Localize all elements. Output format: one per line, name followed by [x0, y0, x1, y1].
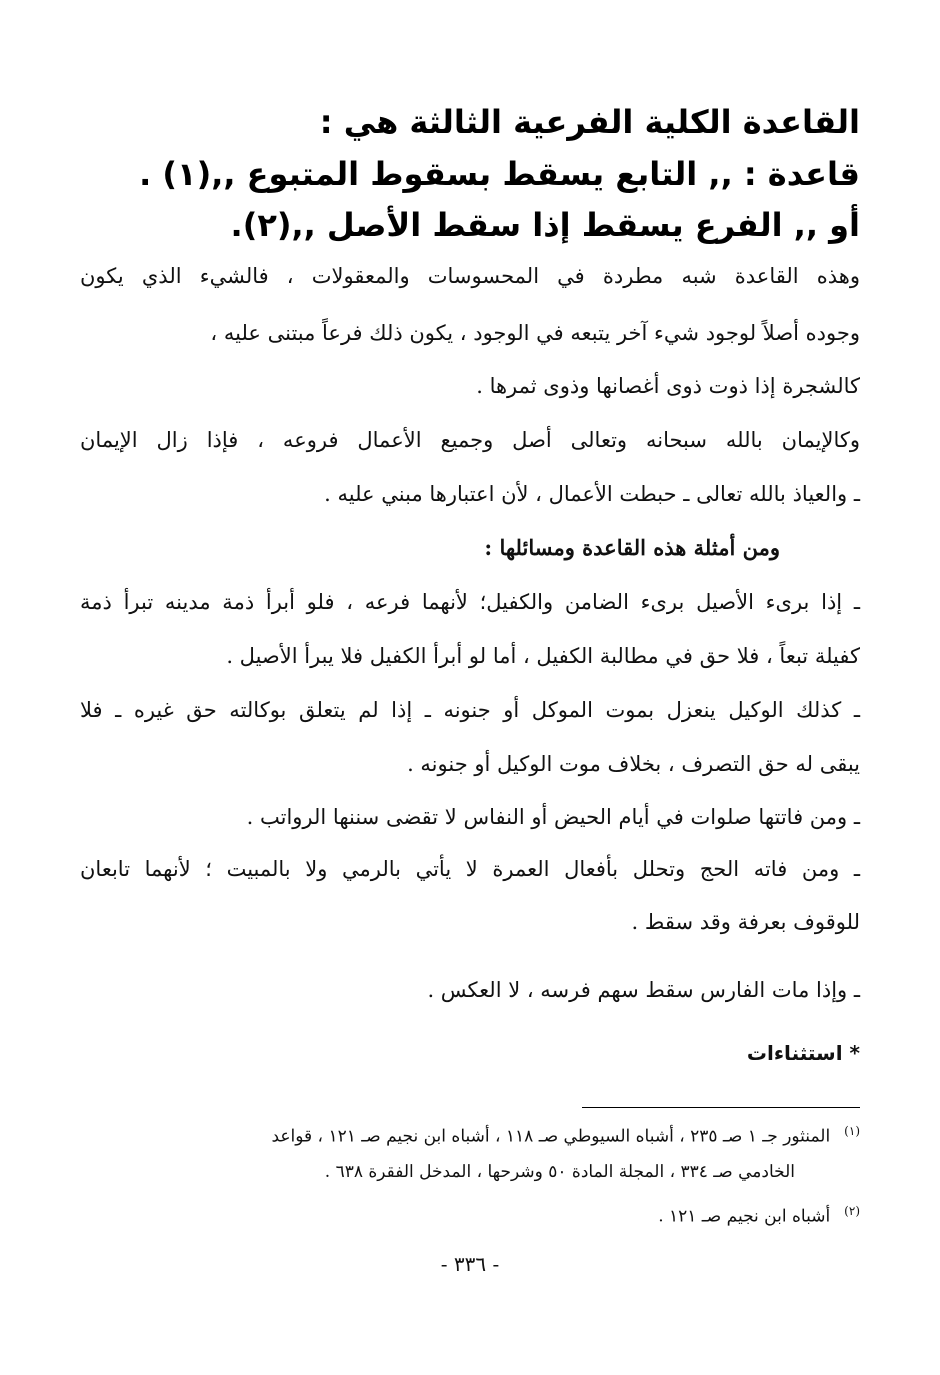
- footnote-1-continued: الخادمي صـ ٣٣٤ ، المجلة المادة ٥٠ وشرحها ، المدخل الفقرة ٦٣٨ .: [324, 1162, 795, 1182]
- example-line: ـ وإذا مات الفارس سقط سهم فرسه ، لا العكس .: [427, 978, 860, 1002]
- example-line: ـ إذا برىء الأصيل برىء الضامن والكفيل؛ لأنهما فرعه ، فلو أبرأ ذمة مدينه تبرأ ذمة: [80, 590, 860, 614]
- footnote-marker: (١): [844, 1124, 860, 1138]
- example-line: كفيلة تبعاً ، فلا حق في مطالبة الكفيل ، أما لو أبرأ الكفيل فلا يبرأ الأصيل .: [226, 644, 860, 668]
- paragraph-line: ـ والعياذ بالله تعالى ـ حبطت الأعمال ، لأن اعتبارها مبني عليه .: [324, 482, 860, 506]
- examples-heading: ومن أمثلة هذه القاعدة ومسائلها :: [484, 535, 780, 560]
- exceptions-heading: * استثناءات: [746, 1041, 860, 1065]
- footnote-marker: (٢): [844, 1204, 860, 1218]
- paragraph-line: وكالإيمان بالله سبحانه وتعالى أصل وجميع الأعمال فروعه ، فإذا زال الإيمان: [80, 428, 860, 452]
- example-line: ـ ومن فاته الحج وتحلل بأفعال العمرة لا يأتي بالرمي ولا بالمبيت ؛ لأنهما تابعان: [80, 857, 860, 881]
- example-line: ـ كذلك الوكيل ينعزل بموت الموكل أو جنونه ـ إذا لم يتعلق بوكالته حق غيره ـ فلا: [80, 698, 860, 722]
- footnote-1: [80, 1124, 860, 1147]
- example-line: للوقوف بعرفة وقد سقط .: [631, 910, 860, 934]
- footnote-text: أشباه ابن نجيم صـ ١٢١ .: [658, 1206, 831, 1227]
- paragraph-line: وهذه القاعدة شبه مطردة في المحسوسات والمعقولات ، فالشيء الذي يكون: [80, 264, 860, 288]
- rule-heading: القاعدة الكلية الفرعية الثالثة هي :: [319, 103, 860, 141]
- footnote-2: [658, 1204, 860, 1227]
- example-line: ـ ومن فاتتها صلوات في أيام الحيض أو النفاس لا تقضى سننها الرواتب .: [246, 805, 860, 829]
- rule-statement: قاعدة : ,, التابع يسقط بسقوط المتبوع ,,(١) .: [139, 155, 860, 193]
- footnote-separator: [582, 1107, 860, 1108]
- footnote-text: المنثور جـ ١ صـ ٢٣٥ ، أشباه السيوطي صـ ١١٨ ، أشباه ابن نجيم صـ ١٢١ ، قواعد: [271, 1126, 831, 1147]
- rule-alternative: أو ,, الفرع يسقط إذا سقط الأصل ,,(٢).: [230, 206, 860, 244]
- page-number: - ٣٣٦ -: [440, 1252, 500, 1276]
- example-line: يبقى له حق التصرف ، بخلاف موت الوكيل أو جنونه .: [407, 752, 860, 776]
- paragraph-line: كالشجرة إذا ذوت ذوى أغصانها وذوى ثمرها .: [476, 374, 860, 398]
- paragraph-line: وجوده أصلاً لوجود شيء آخر يتبعه في الوجود ، يكون ذلك فرعاً مبتنى عليه ،: [210, 321, 860, 345]
